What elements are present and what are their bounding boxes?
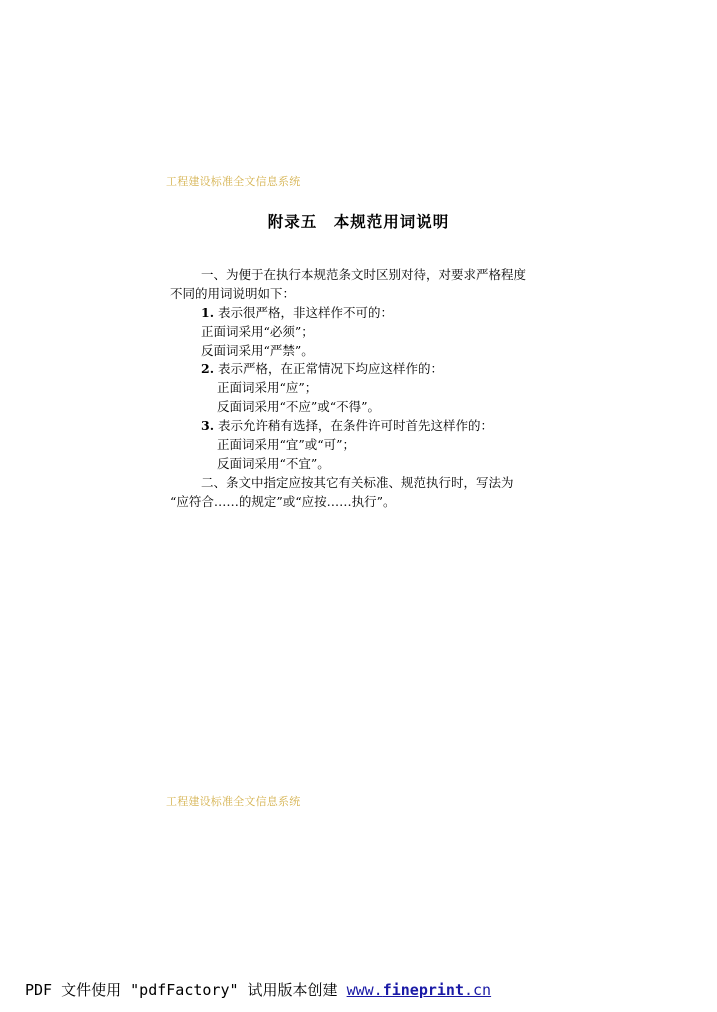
list-number: 1. [201,304,215,320]
list-item [170,304,560,323]
paragraph-line: 反面词采用“严禁”。 [201,342,314,358]
footer-text: PDF 文件使用 "pdfFactory" 试用版本创建 [25,981,347,999]
paragraph-line: 反面词采用“不宜”。 [217,455,330,471]
paragraph-line: 一、为便于在执行本规范条文时区别对待，对要求严格程度 [201,267,527,282]
list-number: 2. [201,361,215,377]
link-part: www. [346,981,383,999]
list-item-text: 表示允许稍有选择，在条件许可时首先这样作的： [214,418,494,434]
paragraph-line: “应符合……的规定”或“应按……执行”。 [170,493,396,509]
pdf-footer [25,979,491,1000]
list-item [170,417,560,436]
list-item [170,360,560,379]
list-item-text: 表示很严格，非这样作不可的： [214,304,394,320]
paragraph-line: 不同的用词说明如下： [170,285,296,301]
watermark-bottom: 工程建设标准全文信息系统 [166,795,301,808]
fineprint-link[interactable] [347,981,492,999]
paragraph-line: 正面词采用“宜”或“可”； [217,437,356,453]
list-number: 3. [201,418,215,434]
body-text [170,266,560,512]
link-part: fineprint [382,981,464,999]
link-part: .cn [464,981,492,999]
paragraph-line: 二、条文中指定应按其它有关标准、规范执行时，写法为 [201,474,514,490]
paragraph-line: 正面词采用“应”； [217,380,318,396]
page-title: 附录五 本规范用词说明 [267,213,450,231]
watermark-top: 工程建设标准全文信息系统 [166,175,301,188]
paragraph-line: 反面词采用“不应”或“不得”。 [217,399,381,415]
paragraph-line: 正面词采用“必须”； [201,323,314,339]
list-item-text: 表示严格，在正常情况下均应这样作的： [214,361,444,377]
